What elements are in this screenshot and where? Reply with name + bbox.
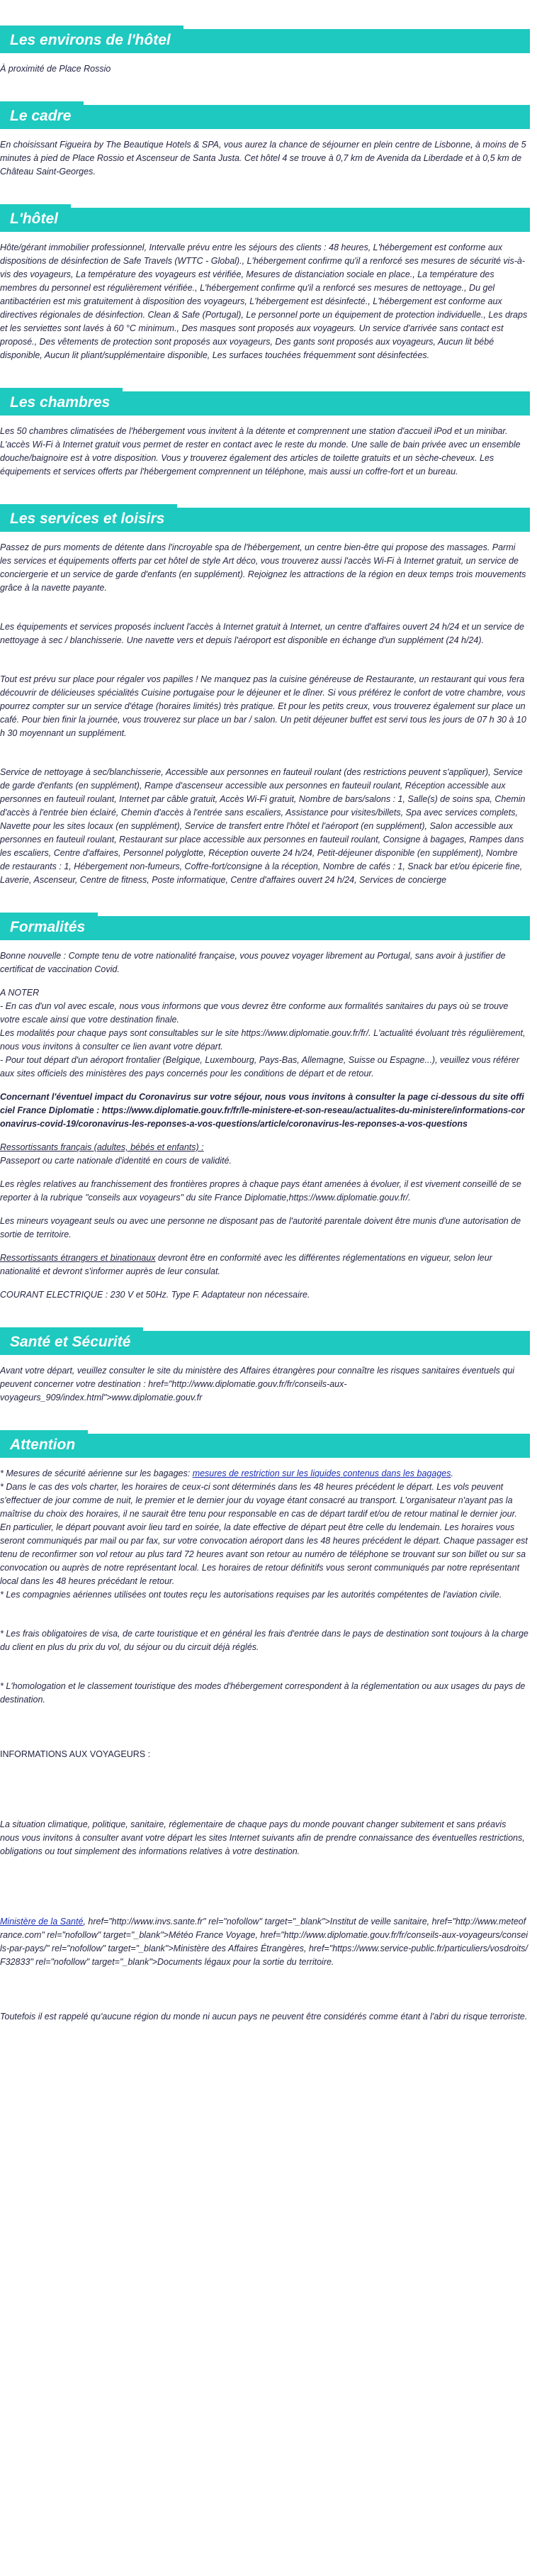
ressortissants-francais-label: Ressortissants français (adultes, bébés et enfants) : bbox=[0, 1142, 204, 1152]
a-noter-label: A NOTER bbox=[0, 988, 40, 998]
spacer bbox=[0, 1664, 528, 1680]
spacer bbox=[0, 750, 528, 766]
spacer bbox=[0, 657, 528, 673]
section-title-hotel: L'hôtel bbox=[0, 204, 71, 231]
environs-body bbox=[0, 62, 537, 76]
spacer bbox=[0, 605, 528, 620]
regles-frontieres: Les règles relatives au franchissement des frontières propres à chaque pays étant amenées à évoluer, il est vivement conseillé de se reporter à la rubrique "conseils aux voyageurs" du site France Diplomatie,https://www.diplomatie.gouv.fr/. bbox=[0, 1179, 521, 1203]
attention-body bbox=[0, 1467, 537, 2024]
situation-climatique: La situation climatique, politique, sanitaire, réglementaire de chaque pays du monde pouvant changer subitement et sans préavis bbox=[0, 1819, 507, 1829]
spacer bbox=[0, 1787, 528, 1802]
spacer bbox=[0, 1802, 528, 1818]
section-header-services bbox=[0, 504, 537, 531]
formalites-bonne-nouvelle: Bonne nouvelle : Compte tenu de votre nationalité française, vous pouvez voyager librement au Portugal, sans avoir à justifier de certificat de vaccination Covid. bbox=[0, 951, 506, 974]
section-title-services: Les services et loisirs bbox=[0, 504, 177, 531]
services-paragraph: Les équipements et services proposés incluent l'accès à Internet gratuit à Internet, un centre d'affaires ouvert 24 h/24 et un service de nettoyage à sec / blanchisserie. Une navette vers et depuis l'aéroport est disponible en échange d'un supplément (24 h/24). bbox=[0, 622, 524, 645]
page bbox=[0, 26, 537, 2024]
attention-homologation: * L'homologation et le classement touristique des modes d'hébergement correspondent à la réglementation ou aux usages du pays de destination. bbox=[0, 1681, 526, 1705]
courant-electrique: COURANT ELECTRIQUE : 230 V et 50Hz. Type F. Adaptateur non nécessaire. bbox=[0, 1290, 310, 1300]
formalites-body bbox=[0, 949, 537, 1302]
environs-text: À proximité de Place Rossio bbox=[0, 64, 111, 74]
ministere-sante-link[interactable]: Ministère de la Santé bbox=[0, 1917, 84, 1927]
section-header-cadre bbox=[0, 101, 537, 128]
header-bar bbox=[0, 208, 537, 232]
section-title-sante: Santé et Sécurité bbox=[0, 1327, 143, 1354]
ressortissants-francais-text: Passeport ou carte nationale d'identité en cours de validité. bbox=[0, 1156, 232, 1166]
services-list: Service de nettoyage à sec/blanchisserie, Accessible aux personnes en fauteuil roulant (des restrictions peuvent s'appliquer), Service de garde d'enfants (en supplément), Rampe d'ascenseur accessible aux personnes en fauteuil roulant, Réception accessible aux personnes en fauteuil roulant, Internet par câble gratuit, Accès Wi-Fi gratuit, Nombre de bars/salons : 1, Salle(s) de soins spa, Chemin d'accès à l'entrée bien éclairé, Chemin d'accès à l'entrée sans escaliers, Assistance pour visites/billets, Spa avec services complets, Navette pour les sites locaux (en supplément), Service de transfert entre l'hôtel et l'aéroport (en supplément), Salon accessible aux personnes en fauteuil roulant, Restaurant sur place accessible aux personnes en fauteuil roulant, Consigne à bagages, Rampes dans les escaliers, Centre d'affaires, Personnel polyglotte, Réception ouverte 24 h/24, Petit-déjeuner disponible (en supplément), Nombre de restaurants : 1, Hébergement non-fumeurs, Coffre-fort/consigne à la réception, Nombre de cafés : 1, Snack bar et/ou épicerie fine, Laverie, Ascenseur, Centre de fitness, Poste informatique, Centre d'affaires ouvert 24 h/24, Services de concierge bbox=[0, 767, 526, 885]
spacer bbox=[0, 1612, 528, 1627]
hotel-text: Hôte/gérant immobilier professionnel, Intervalle prévu entre les séjours des clients : 48 heures, L'hébergement est conforme aux dispositions de désinfection de Safe Travels (WTTC - Global)., L'hébergement confirme qu'il a renforcé ses mesures de sécurité vis-à-vis des voyageurs, La température des voyageurs est vérifiée, Mesures de distanciation sociale en place., La température des membres du personnel est régulièrement vérifiée., L'hébergement confirme qu'il a renforcé ses mesures de nettoyage., Du gel antibactérien est mis gratuitement à disposition des voyageurs, L'hébergement est désinfecté., L'hébergement est conforme aux directives régionales de désinfection. Clean & Safe (Portugal), Le personnel porte un équipement de protection individuelle., Les draps et les serviettes sont lavés à 60 °C minimum., Des masques sont proposés aux voyageurs. Un service d'arrivée sans contact est proposé., Des vêtements de protection sont proposés aux voyageurs, Des gants sont proposés aux voyageurs, Aucun lit bébé disponible, Aucun lit pliant/supplémentaire disponible, Les surfaces touchées fréquemment sont désinfectées. bbox=[0, 242, 528, 360]
informations-voyageurs-label: INFORMATIONS AUX VOYAGEURS : bbox=[0, 1749, 151, 1759]
cadre-text: En choisissant Figueira by The Beautique Hotels & SPA, vous aurez la chance de séjourner en plein centre de Lisbonne, à moins de 5 minutes à pied de Place Rossio et Ascenseur de Santa Justa. Cet hôtel 4 se trouve à 0,7 km de Avenida da Liberdade et à 0,5 km de Château Saint-Georges. bbox=[0, 140, 526, 177]
a-noter-item: Les modalités pour chaque pays sont consultables sur le site https://www.diplomatie.gouv.fr/fr/. L'actualité évoluant très régulièrement, nous vous invitons à consulter ce lien avant votre départ. bbox=[0, 1028, 526, 1052]
liquides-restriction-link[interactable]: mesures de restriction sur les liquides contenus dans les bagages bbox=[192, 1468, 451, 1478]
sante-text: Avant votre départ, veuillez consulter le site du ministère des Affaires étrangères pour connaître les risques sanitaires éventuels qui peuvent concerner votre destination : href="http://www.diplomatie.gouv.fr/fr/conseils-aux-voyageurs_909/index.html">www.diplomatie.gouv.fr bbox=[0, 1366, 515, 1403]
ressortissants-etrangers-text: devront être en conformité avec les différentes réglementations en vigueur, selon leur nationalité et devront s'informer auprès de leur consulat. bbox=[0, 1253, 492, 1276]
hotel-body bbox=[0, 241, 537, 362]
spacer bbox=[0, 1995, 528, 2010]
cadre-body bbox=[0, 138, 537, 179]
attention-vols-charter: * Dans le cas des vols charter, les horaires de ceux-ci sont déterminés dans les 48 heures précédent le départ. Les vols peuvent s'effectuer de jour comme de nuit, le premier et le dernier jour du voyage étant consacré au transport. L'organisateur n'ayant pas la maîtrise du choix des horaires, il ne saurait être tenu pour responsable en cas de départ tardif et/ou de retour matinal le dernier jour. En particulier, le départ pouvant avoir lieu tard en soirée, la date effective de départ peut être celle du lendemain. Les horaires vous seront communiqués par mail ou par fax, sur votre convocation aéroport dans les 48 heures précédent le départ. Chaque passager est tenu de reconfirmer son vol retour au plus tard 72 heures avant son retour au numéro de téléphone se trouvant sur son billet ou sur sa convocation ou auprès de notre représentant local. Les horaires de retour définitifs vous seront communiqués par notre représentant local dans les 48 heures précédant le retour. bbox=[0, 1482, 528, 1586]
sante-body bbox=[0, 1364, 537, 1405]
ressortissants-etrangers-label: Ressortissants étrangers et binationaux bbox=[0, 1253, 156, 1263]
liens-officiels-text: , href="http://www.invs.sante.fr" rel="nofollow" target="_blank">Institut de veille sanitaire, href="http://www.meteofrance.com" rel="nofollow" target="_blank">Météo France Voyage, href="http://www.diplomatie.gouv.fr/fr/conseils-aux-voyageurs/conseils-par-pays/" rel="nofollow" target="_blank">Ministère des Affaires Étrangères, href="https://www.service-public.fr/particuliers/vosdroits/F32833" rel="nofollow" target="_blank">Documents légaux pour la sortie du territoire. bbox=[0, 1917, 528, 1967]
mesures-prefix: * Mesures de sécurité aérienne sur les bagages: bbox=[0, 1468, 193, 1478]
section-title-environs: Les environs de l'hôtel bbox=[0, 26, 183, 52]
section-title-formalites: Formalités bbox=[0, 913, 98, 939]
attention-frais-visa: * Les frais obligatoires de visa, de carte touristique et en général les frais d'entrée dans le pays de destination sont toujours à la charge du client en plus du prix du vol, du séjour ou du circuit déjà réglés. bbox=[0, 1629, 528, 1652]
section-header-sante bbox=[0, 1327, 537, 1354]
chambres-text: Les 50 chambres climatisées de l'hébergement vous invitent à la détente et comprennent une station d'accueil iPod et un minibar. L'accès Wi-Fi à Internet gratuit vous permet de rester en contact avec le reste du monde. Une salle de bain privée avec un ensemble douche/baignoire est à votre disposition. Vous y trouverez également des articles de toilette gratuits et un sèche-cheveux. Les équipements et services offerts par l'hébergement comprennent un téléphone, mais aussi un coffre-fort et un bureau. bbox=[0, 426, 521, 476]
attention-mesures-bagages bbox=[0, 1467, 528, 1481]
spacer bbox=[0, 1732, 528, 1748]
mineurs-notice: Les mineurs voyageant seuls ou avec une personne ne disposant pas de l'autorité parentale doivent être munis d'une autorisation de sortie de territoire. bbox=[0, 1216, 521, 1239]
section-header-chambres bbox=[0, 388, 537, 415]
section-title-cadre: Le cadre bbox=[0, 101, 84, 128]
attention-compagnies: * Les compagnies aériennes utilisées ont toutes reçu les autorisations requises par les autorités compétentes de l'aviation civile. bbox=[0, 1590, 502, 1600]
covid-notice: Concernant l'éventuel impact du Coronavirus sur votre séjour, nous vous invitons à consulter la page ci-dessous du site officiel France Diplomatie : https://www.diplomatie.gouv.fr/fr/le-ministere-et-son-reseau/actualites-du-ministere/informations-coronavirus-covid-19/coronavirus-les-reponses-a-vos-questions/article/coronavirus-les-reponses-a-vos-questions bbox=[0, 1092, 525, 1129]
section-title-attention: Attention bbox=[0, 1430, 88, 1457]
liens-officiels bbox=[0, 1915, 528, 1969]
spacer bbox=[0, 1868, 528, 1884]
a-noter-item: - En cas d'un vol avec escale, nous vous informons que vous devrez être conforme aux formalités sanitaires du pays où se trouve votre escale ainsi que votre destination finale. bbox=[0, 1001, 509, 1025]
section-header-formalites bbox=[0, 913, 537, 939]
spacer bbox=[0, 1717, 528, 1732]
services-paragraph: Tout est prévu sur place pour régaler vos papilles ! Ne manquez pas la cuisine généreuse de Restaurante, un restaurant qui vous fera découvrir de délicieuses spécialités Cuisine portugaise pour le déjeuner et le dîner. Si vous préférez le confort de votre chambre, vous pourrez compter sur un service d'étage (horaires limités) très pratique. Et pour les petits creux, vous trouverez également sur place un café. Pour bien finir la journée, vous trouverez sur place un bar / salon. Un petit déjeuner buffet est servi tous les jours de 07 h 30 à 10 h 30 moyennant un supplément. bbox=[0, 674, 526, 738]
spacer bbox=[0, 1979, 528, 1995]
section-header-hotel bbox=[0, 204, 537, 231]
services-paragraph: Passez de purs moments de détente dans l'incroyable spa de l'hébergement, un centre bien-être qui propose des massages. Parmi les services et équipements offerts par cet hôtel de style Art déco, vous trouverez aussi l'accès Wi-Fi à Internet gratuit, un service de conciergerie et un service de garde d'enfants (en supplément). Rejoignez les attractions de la région en deux temps trois mouvements grâce à la navette payante. bbox=[0, 542, 526, 593]
spacer bbox=[0, 1900, 528, 1915]
spacer bbox=[0, 1771, 528, 1787]
spacer bbox=[0, 1884, 528, 1900]
ressortissants-etrangers bbox=[0, 1251, 528, 1278]
section-title-chambres: Les chambres bbox=[0, 388, 123, 415]
a-noter-item: - Pour tout départ d'un aéroport frontalier (Belgique, Luxembourg, Pays-Bas, Allemagne, Suisse ou Espagne...), veuillez vous référer aux sites officiels des ministères des pays concernés pour les conditions de départ et de retour. bbox=[0, 1055, 519, 1078]
mesures-suffix: . bbox=[451, 1468, 453, 1478]
section-header-environs bbox=[0, 26, 537, 52]
chambres-body bbox=[0, 425, 537, 479]
section-header-attention bbox=[0, 1430, 537, 1457]
situation-consulter: nous vous invitons à consulter avant votre départ les sites Internet suivants afin de prendre connaissance des éventuelles restrictions, obligations ou tout simplement des informations relatives à votre destination. bbox=[0, 1833, 525, 1856]
services-body bbox=[0, 541, 537, 887]
risque-terroriste: Toutefois il est rappelé qu'aucune région du monde ni aucun pays ne peuvent être considérés comme étant à l'abri du risque terroriste. bbox=[0, 2012, 528, 2022]
